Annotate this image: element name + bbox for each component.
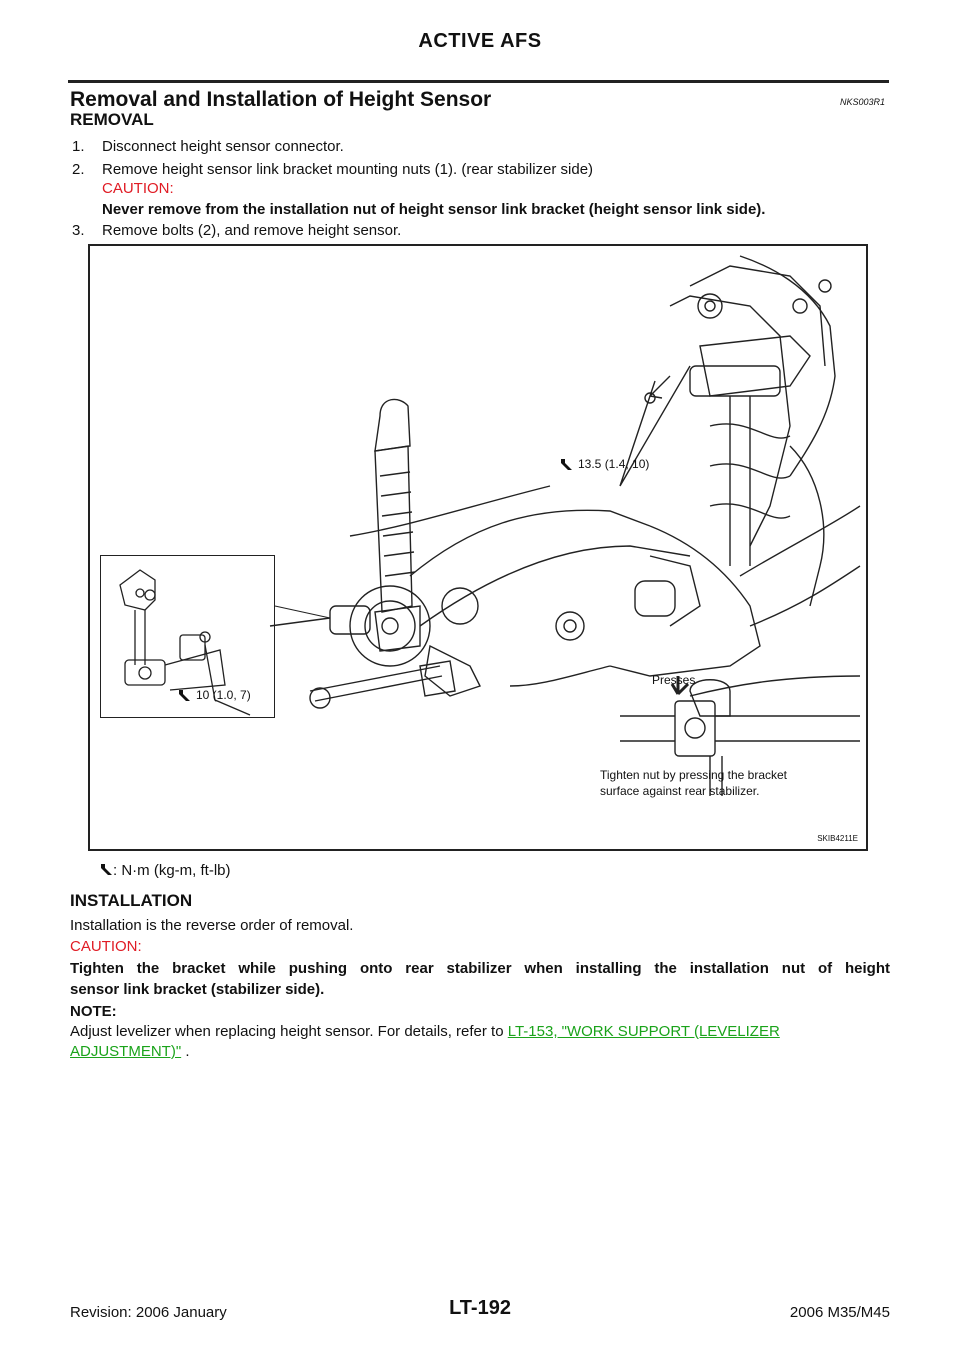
installation-heading: INSTALLATION (70, 891, 193, 910)
header-divider (68, 80, 889, 83)
height-sensor-illustration (88, 244, 868, 851)
installation-text: Installation is the reverse order of removal. (70, 917, 354, 934)
footer-model: 2006 M35/M45 (789, 1304, 890, 1321)
work-support-link-continued[interactable]: ADJUSTMENT)" (70, 1043, 182, 1060)
step-number: 3. (72, 222, 85, 239)
installation-caution-line2: sensor link bracket (stabilizer side). (70, 981, 325, 998)
legend-text: : N·m (kg-m, ft-lb) (113, 862, 231, 879)
torque-wrench-icon (100, 863, 113, 876)
installation-caution-label: CAUTION: (70, 938, 142, 955)
presses-label: Presses (652, 673, 696, 687)
figure-code: SKIB4211E (817, 834, 858, 843)
suspension-drawing (90, 246, 866, 849)
work-support-link[interactable]: LT-153, "WORK SUPPORT (LEVELIZER (507, 1023, 780, 1040)
footer-revision: Revision: 2006 January (70, 1304, 227, 1321)
note-text (70, 1022, 780, 1062)
torque-wrench-icon (560, 458, 573, 471)
step-number: 2. (72, 161, 85, 178)
removal-caution-label: CAUTION: (102, 180, 174, 197)
installation-caution-line1: Tighten the bracket while pushing onto rear stabilizer when installing the installation nut of height (70, 960, 890, 977)
note-suffix: . (181, 1043, 190, 1060)
torque-spec-lower: 10 (1.0, 7) (196, 688, 251, 702)
tighten-note-line1: Tighten nut by pressing the bracket (600, 768, 787, 782)
removal-step-1 (72, 138, 344, 155)
tighten-note-line2: surface against rear stabilizer. (600, 784, 760, 798)
torque-wrench-icon (178, 689, 191, 702)
torque-spec-upper: 13.5 (1.4, 10) (578, 457, 650, 471)
page-header-title: ACTIVE AFS (418, 30, 542, 52)
step-text: Disconnect height sensor connector. (102, 138, 344, 155)
removal-caution-text: Never remove from the installation nut of height sensor link bracket (height sensor link side). (102, 201, 766, 218)
torque-legend (100, 862, 231, 879)
section-code: NKS003R1 (840, 97, 886, 107)
section-title: Removal and Installation of Height Sensor (70, 88, 492, 111)
removal-step-2 (72, 161, 593, 178)
footer-page-number: LT-192 (449, 1297, 511, 1319)
step-number: 1. (72, 138, 85, 155)
step-text: Remove height sensor link bracket mounting nuts (1). (rear stabilizer side) (102, 161, 594, 178)
step-text: Remove bolts (2), and remove height sensor. (102, 222, 402, 239)
removal-step-3 (72, 222, 401, 239)
removal-heading: REMOVAL (70, 110, 154, 129)
note-prefix: Adjust levelizer when replacing height sensor. For details, refer to (70, 1023, 508, 1040)
note-label: NOTE: (70, 1003, 117, 1020)
